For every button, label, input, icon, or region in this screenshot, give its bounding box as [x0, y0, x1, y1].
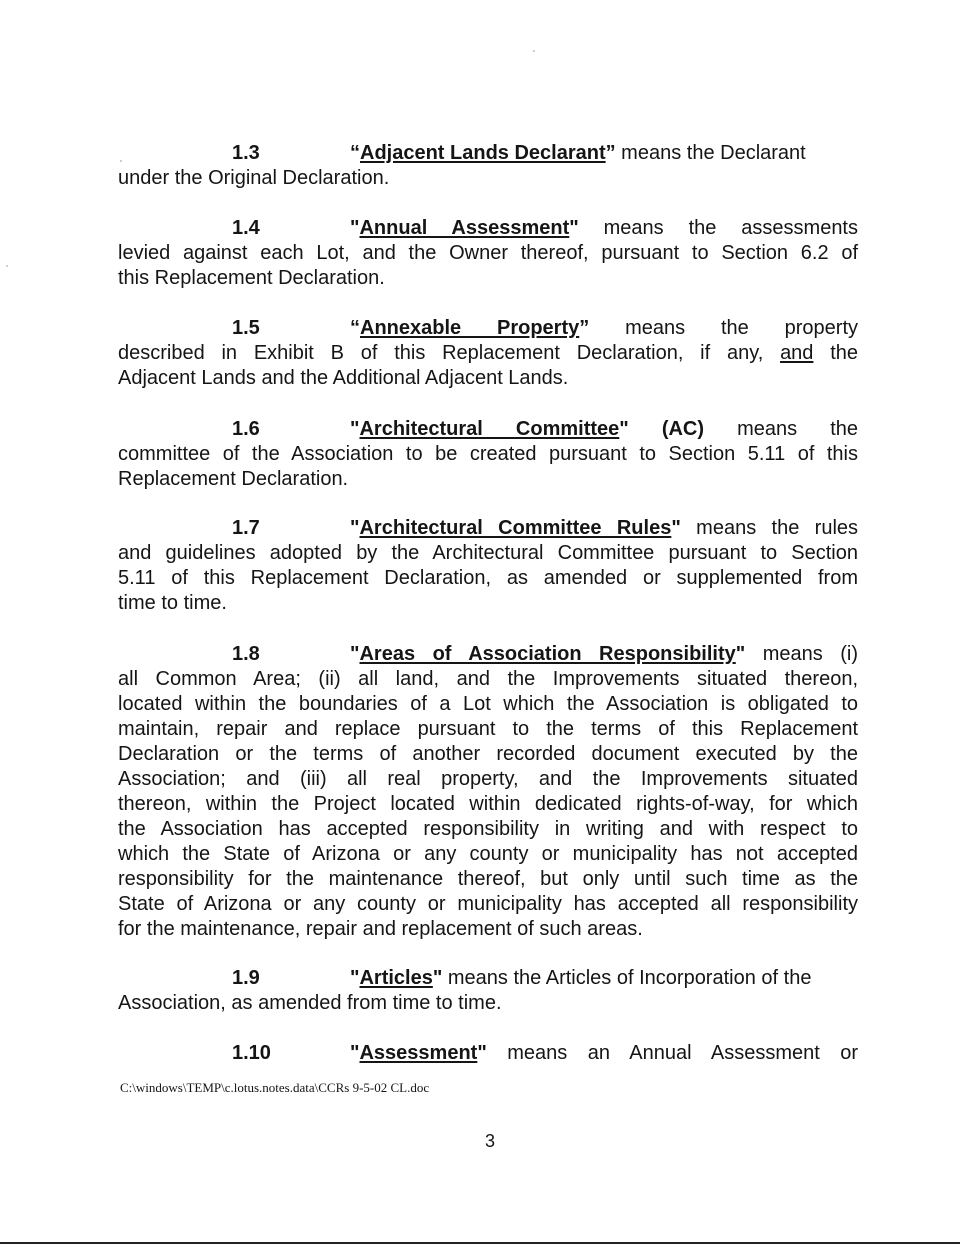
definition-line: described in Exhibit B of this Replacement Declaration, if any, and the	[118, 342, 859, 364]
section-number: 1.3	[232, 142, 260, 164]
definition-line: Replacement Declaration.	[118, 468, 349, 490]
definition-line: the Association has accepted responsibility in writing and with respect to	[118, 818, 858, 840]
definition-line: which the State of Arizona or any county or municipality has not accepted	[118, 843, 858, 865]
definition-line: Declaration or the terms of another recorded document executed by the	[118, 743, 858, 765]
definition-1-6	[118, 417, 858, 492]
abbreviation: (AC)	[628, 418, 705, 440]
definition-line: maintain, repair and replace pursuant to the terms of this Replacement	[118, 718, 858, 740]
definition-line: responsibility for the maintenance thereof, but only until such time as the	[118, 868, 858, 890]
definition-line: Association, as amended from time to time.	[118, 992, 502, 1014]
definition-line: Association; and (iii) all real property, and the Improvements situated	[118, 768, 858, 790]
defined-term: Annexable Property	[360, 317, 580, 339]
definition-line: State of Arizona or any county or municipality has accepted all responsibility	[118, 893, 858, 915]
defined-term: Architectural Committee Rules	[359, 517, 672, 539]
definition-first-line: 1.8 "Areas of Association Responsibility" means (i)	[232, 643, 859, 665]
definition-line: under the Original Declaration.	[118, 167, 390, 189]
definition-line: levied against each Lot, and the Owner thereof, pursuant to Section 6.2 of	[118, 242, 858, 264]
section-number: 1.10	[232, 1042, 271, 1064]
section-number: 1.5	[232, 317, 260, 339]
definition-1-8	[118, 642, 858, 942]
definition-first-line: 1.4 "Annual Assessment" means the assessments	[232, 217, 858, 239]
footer-file-path: C:\windows\TEMP\c.lotus.notes.data\CCRs 9-5-02 CL.doc	[120, 1080, 430, 1095]
section-number: 1.9	[232, 967, 260, 989]
bottom-scan-border	[0, 1242, 960, 1244]
definition-first-line: 1.7 "Architectural Committee Rules" means the rules	[232, 517, 859, 539]
definition-first-line: 1.9 "Articles" means the Articles of Incorporation of the	[232, 967, 812, 989]
definition-1-3	[118, 141, 858, 191]
definition-line: 5.11 of this Replacement Declaration, as amended or supplemented from	[118, 567, 858, 589]
defined-term: Areas of Association Responsibility	[359, 643, 736, 665]
definition-1-9	[118, 966, 858, 1016]
definition-line: Adjacent Lands and the Additional Adjacent Lands.	[118, 367, 569, 389]
definition-line: for the maintenance, repair and replacement of such areas.	[118, 918, 643, 940]
section-number: 1.6	[232, 418, 260, 440]
scan-speck	[533, 50, 535, 52]
definition-first-line: 1.3 “Adjacent Lands Declarant” means the Declarant	[232, 142, 806, 164]
defined-term: Assessment	[359, 1042, 478, 1064]
section-number: 1.7	[232, 517, 260, 539]
page-number: 3	[484, 1131, 495, 1151]
defined-term: Annual Assessment	[359, 217, 570, 239]
definition-line: all Common Area; (ii) all land, and the Improvements situated thereon,	[118, 668, 858, 690]
defined-term: Architectural Committee	[359, 418, 620, 440]
definition-1-5	[118, 316, 858, 391]
underlined-word: and	[780, 342, 814, 364]
definition-line: time to time.	[118, 592, 227, 614]
section-number: 1.4	[232, 217, 260, 239]
definition-first-line: 1.6 "Architectural Committee" (AC) means the	[232, 418, 859, 440]
definition-first-line: 1.5 “Annexable Property” means the property	[232, 317, 858, 339]
definition-line: and guidelines adopted by the Architectural Committee pursuant to Section	[118, 542, 858, 564]
scan-speck	[6, 265, 8, 267]
definition-line: this Replacement Declaration.	[118, 267, 385, 289]
definition-1-7	[118, 516, 858, 616]
scan-speck	[120, 160, 122, 162]
defined-term: Articles	[359, 967, 433, 989]
definition-line: thereon, within the Project located within dedicated rights-of-way, for which	[118, 793, 858, 815]
definition-1-4	[118, 216, 858, 291]
defined-term: Adjacent Lands Declarant	[360, 142, 606, 164]
section-number: 1.8	[232, 643, 260, 665]
definition-line: located within the boundaries of a Lot which the Association is obligated to	[118, 693, 858, 715]
definition-1-10	[118, 1041, 858, 1066]
definition-line: committee of the Association to be created pursuant to Section 5.11 of this	[118, 443, 858, 465]
definition-first-line: 1.10 "Assessment" means an Annual Assessment or	[232, 1042, 858, 1064]
